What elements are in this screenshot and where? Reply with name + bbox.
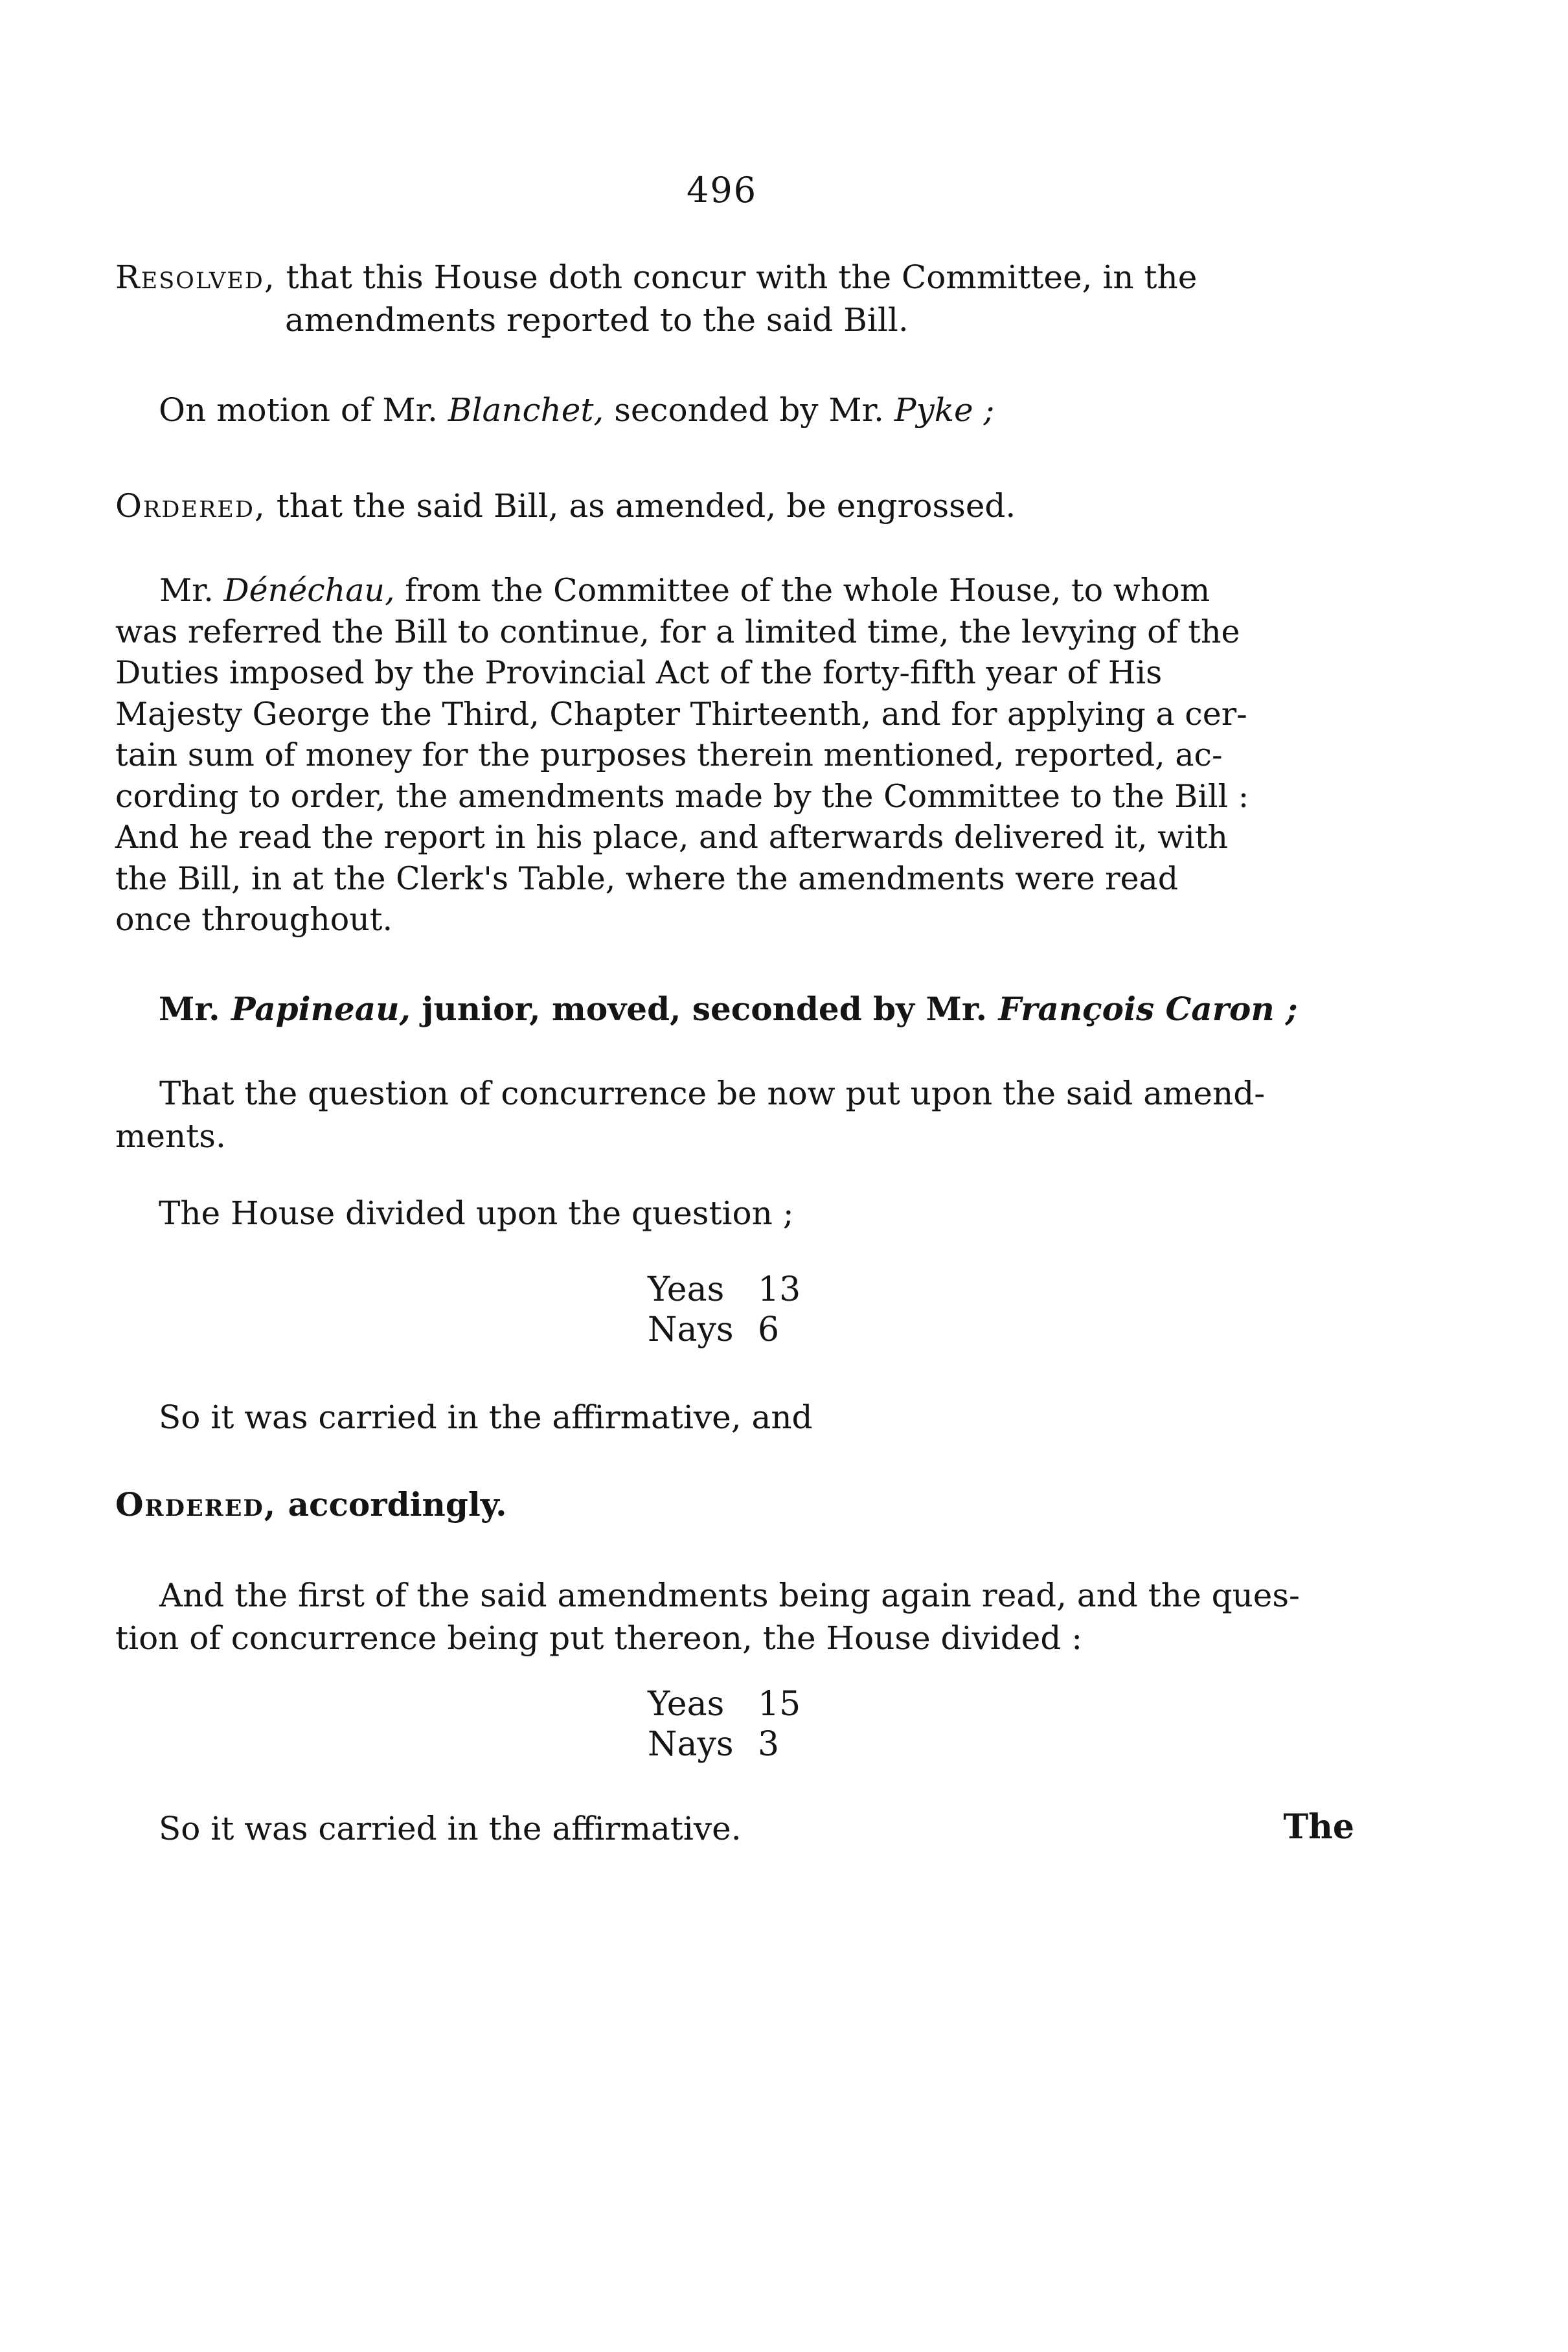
report-text: from the Committee of the whole House, to whom	[405, 572, 1210, 609]
report-prefix: Mr.	[159, 572, 214, 609]
carried-affirmative-1: So it was carried in the affirmative, and	[159, 1399, 813, 1436]
report-line: was referred the Bill to continue, for a limited time, the levying of the	[115, 613, 1240, 650]
yeas-count: 15	[758, 1685, 801, 1724]
question-paragraph	[115, 1072, 1346, 1158]
motion2-prefix: Mr.	[159, 990, 220, 1028]
report-paragraph	[115, 570, 1346, 941]
motion1-mover: Blanchet,	[448, 391, 604, 429]
division1-yeas	[648, 1270, 801, 1310]
ordered-accordingly	[115, 1483, 1346, 1526]
ordered1-lead: Ordered,	[115, 487, 266, 525]
division1-nays	[648, 1310, 801, 1350]
report-name: Dénéchau,	[223, 572, 395, 609]
report-line: the Bill, in at the Clerk's Table, where the amendments were read	[115, 860, 1179, 897]
ordered2-lead: Ordered,	[115, 1485, 277, 1524]
yeas-label: Yeas	[648, 1685, 725, 1724]
catchword: The	[1283, 1807, 1354, 1847]
carried-affirmative-2: So it was carried in the affirmative.	[159, 1810, 742, 1847]
report-line: And he read the report in his place, and afterwards delivered it, with	[115, 819, 1228, 856]
report-line: tain sum of money for the purposes therein mentioned, reported, ac-	[115, 736, 1223, 773]
report-line: once throughout.	[115, 901, 393, 938]
resolved-text-line1: that this House doth concur with the Committee, in the	[286, 258, 1198, 296]
resolved-lead: Resolved,	[115, 258, 276, 296]
report-line: cording to order, the amendments made by the Committee to the Bill :	[115, 777, 1249, 815]
resolved-text-line2: amendments reported to the said Bill.	[285, 301, 909, 339]
motion1-middle: seconded by Mr.	[614, 391, 884, 429]
division2-nays	[648, 1724, 801, 1764]
question-line2: ments.	[115, 1117, 226, 1155]
report-line: Majesty George the Third, Chapter Thirteenth, and for applying a cer-	[115, 695, 1247, 733]
first-amendment-line1: And the first of the said amendments being again read, and the ques-	[159, 1577, 1300, 1614]
ordered1-text: that the said Bill, as amended, be engrossed.	[276, 487, 1016, 525]
motion2-middle: junior, moved, seconded by Mr.	[422, 990, 988, 1028]
nays-label: Nays	[648, 1310, 734, 1349]
report-line: Duties imposed by the Provincial Act of the forty-fifth year of His	[115, 654, 1163, 691]
yeas-label: Yeas	[648, 1270, 725, 1309]
division2-yeas	[648, 1684, 801, 1724]
motion2-seconder: François Caron ;	[998, 990, 1298, 1028]
report-line-0	[115, 570, 1346, 611]
nays-count: 3	[758, 1725, 780, 1764]
question-line1: That the question of concurrence be now put upon the said amend-	[159, 1075, 1266, 1112]
first-amendment-paragraph	[115, 1574, 1346, 1660]
ordered2-text: accordingly.	[288, 1485, 507, 1524]
division2-tally	[648, 1684, 801, 1764]
motion1-prefix: On motion of Mr.	[159, 391, 438, 429]
division1-tally	[648, 1270, 801, 1350]
resolved-paragraph	[115, 256, 1346, 341]
division1-intro: The House divided upon the question ;	[159, 1194, 794, 1232]
page-number: 496	[687, 170, 758, 211]
motion-papineau	[159, 988, 1389, 1031]
nays-label: Nays	[648, 1725, 734, 1764]
motion2-mover: Papineau,	[231, 990, 411, 1028]
motion-blanchet	[159, 389, 1389, 431]
motion1-seconder: Pyke ;	[894, 391, 995, 429]
ordered-engrossed	[115, 485, 1346, 527]
first-amendment-line2: tion of concurrence being put thereon, the House divided :	[115, 1619, 1083, 1657]
yeas-count: 13	[758, 1270, 801, 1309]
nays-count: 6	[758, 1310, 780, 1349]
